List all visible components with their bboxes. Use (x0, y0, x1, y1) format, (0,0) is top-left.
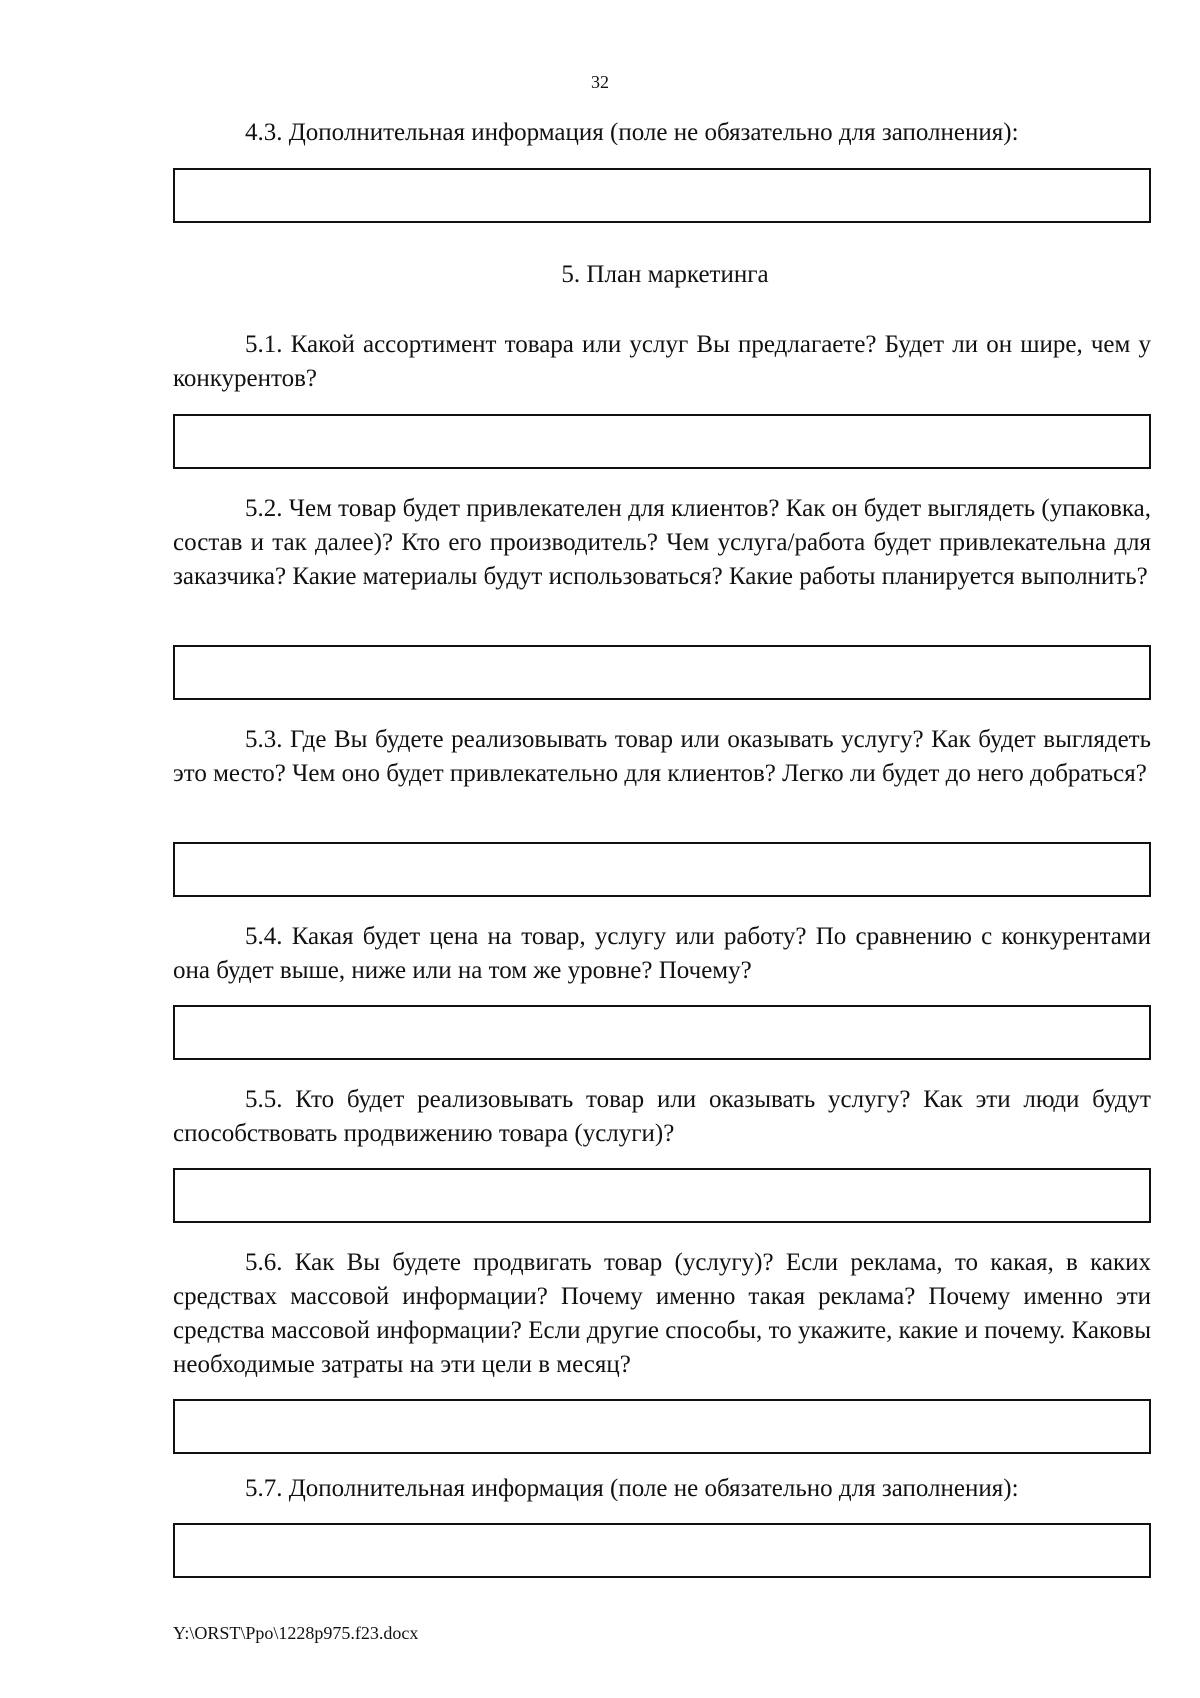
question-5-7: 5.7. Дополнительная информация (поле не обязательно для заполнения): (245, 1475, 1019, 1502)
answer-field-5-4[interactable] (173, 1005, 1151, 1060)
question-5-4: 5.4. Какая будет цена на товар, услугу или работу? По сравнению с конкурентами она будет выше, ниже или на том же уровне? Почему? (173, 923, 1151, 984)
answer-field-5-6[interactable] (173, 1399, 1151, 1454)
question-4-3: 4.3. Дополнительная информация (поле не обязательно для заполнения): (245, 119, 1019, 146)
question-5-6: 5.6. Как Вы будете продвигать товар (услугу)? Если реклама, то какая, в каких средствах массовой информации? Почему именно такая реклама? Почему именно эти средства массовой информации? Если другие способы, то укажите, какие и почему. Каковы необходимые затраты на эти цели в месяц? (173, 1249, 1151, 1378)
section-title-marketing-plan: 5. План маркетинга (561, 261, 769, 288)
question-5-3: 5.3. Где Вы будете реализовывать товар или оказывать услугу? Как будет выглядеть это место? Чем оно будет привлекательно для клиентов? Легко ли будет до него добраться? (173, 726, 1151, 787)
answer-field-5-5[interactable] (173, 1168, 1151, 1223)
answer-field-5-1[interactable] (173, 414, 1151, 469)
answer-field-4-3[interactable] (173, 168, 1151, 223)
answer-field-5-3[interactable] (173, 842, 1151, 897)
answer-field-5-2[interactable] (173, 645, 1151, 700)
question-5-2: 5.2. Чем товар будет привлекателен для клиентов? Как он будет выглядеть (упаковка, состав и так далее)? Кто его производитель? Чем услуга/работа будет привлекательна для заказчика? Какие материалы будут использоваться? Какие работы планируется выполнить? (173, 495, 1151, 590)
footer-file-path: Y:\ORST\Ppo\1228p975.f23.docx (173, 1623, 419, 1643)
question-5-5: 5.5. Кто будет реализовывать товар или оказывать услугу? Как эти люди будут способствовать продвижению товара (услуги)? (173, 1086, 1151, 1147)
page-number: 32 (591, 72, 609, 92)
answer-field-5-7[interactable] (173, 1523, 1151, 1578)
question-5-1: 5.1. Какой ассортимент товара или услуг Вы предлагаете? Будет ли он шире, чем у конкурентов? (173, 331, 1151, 392)
